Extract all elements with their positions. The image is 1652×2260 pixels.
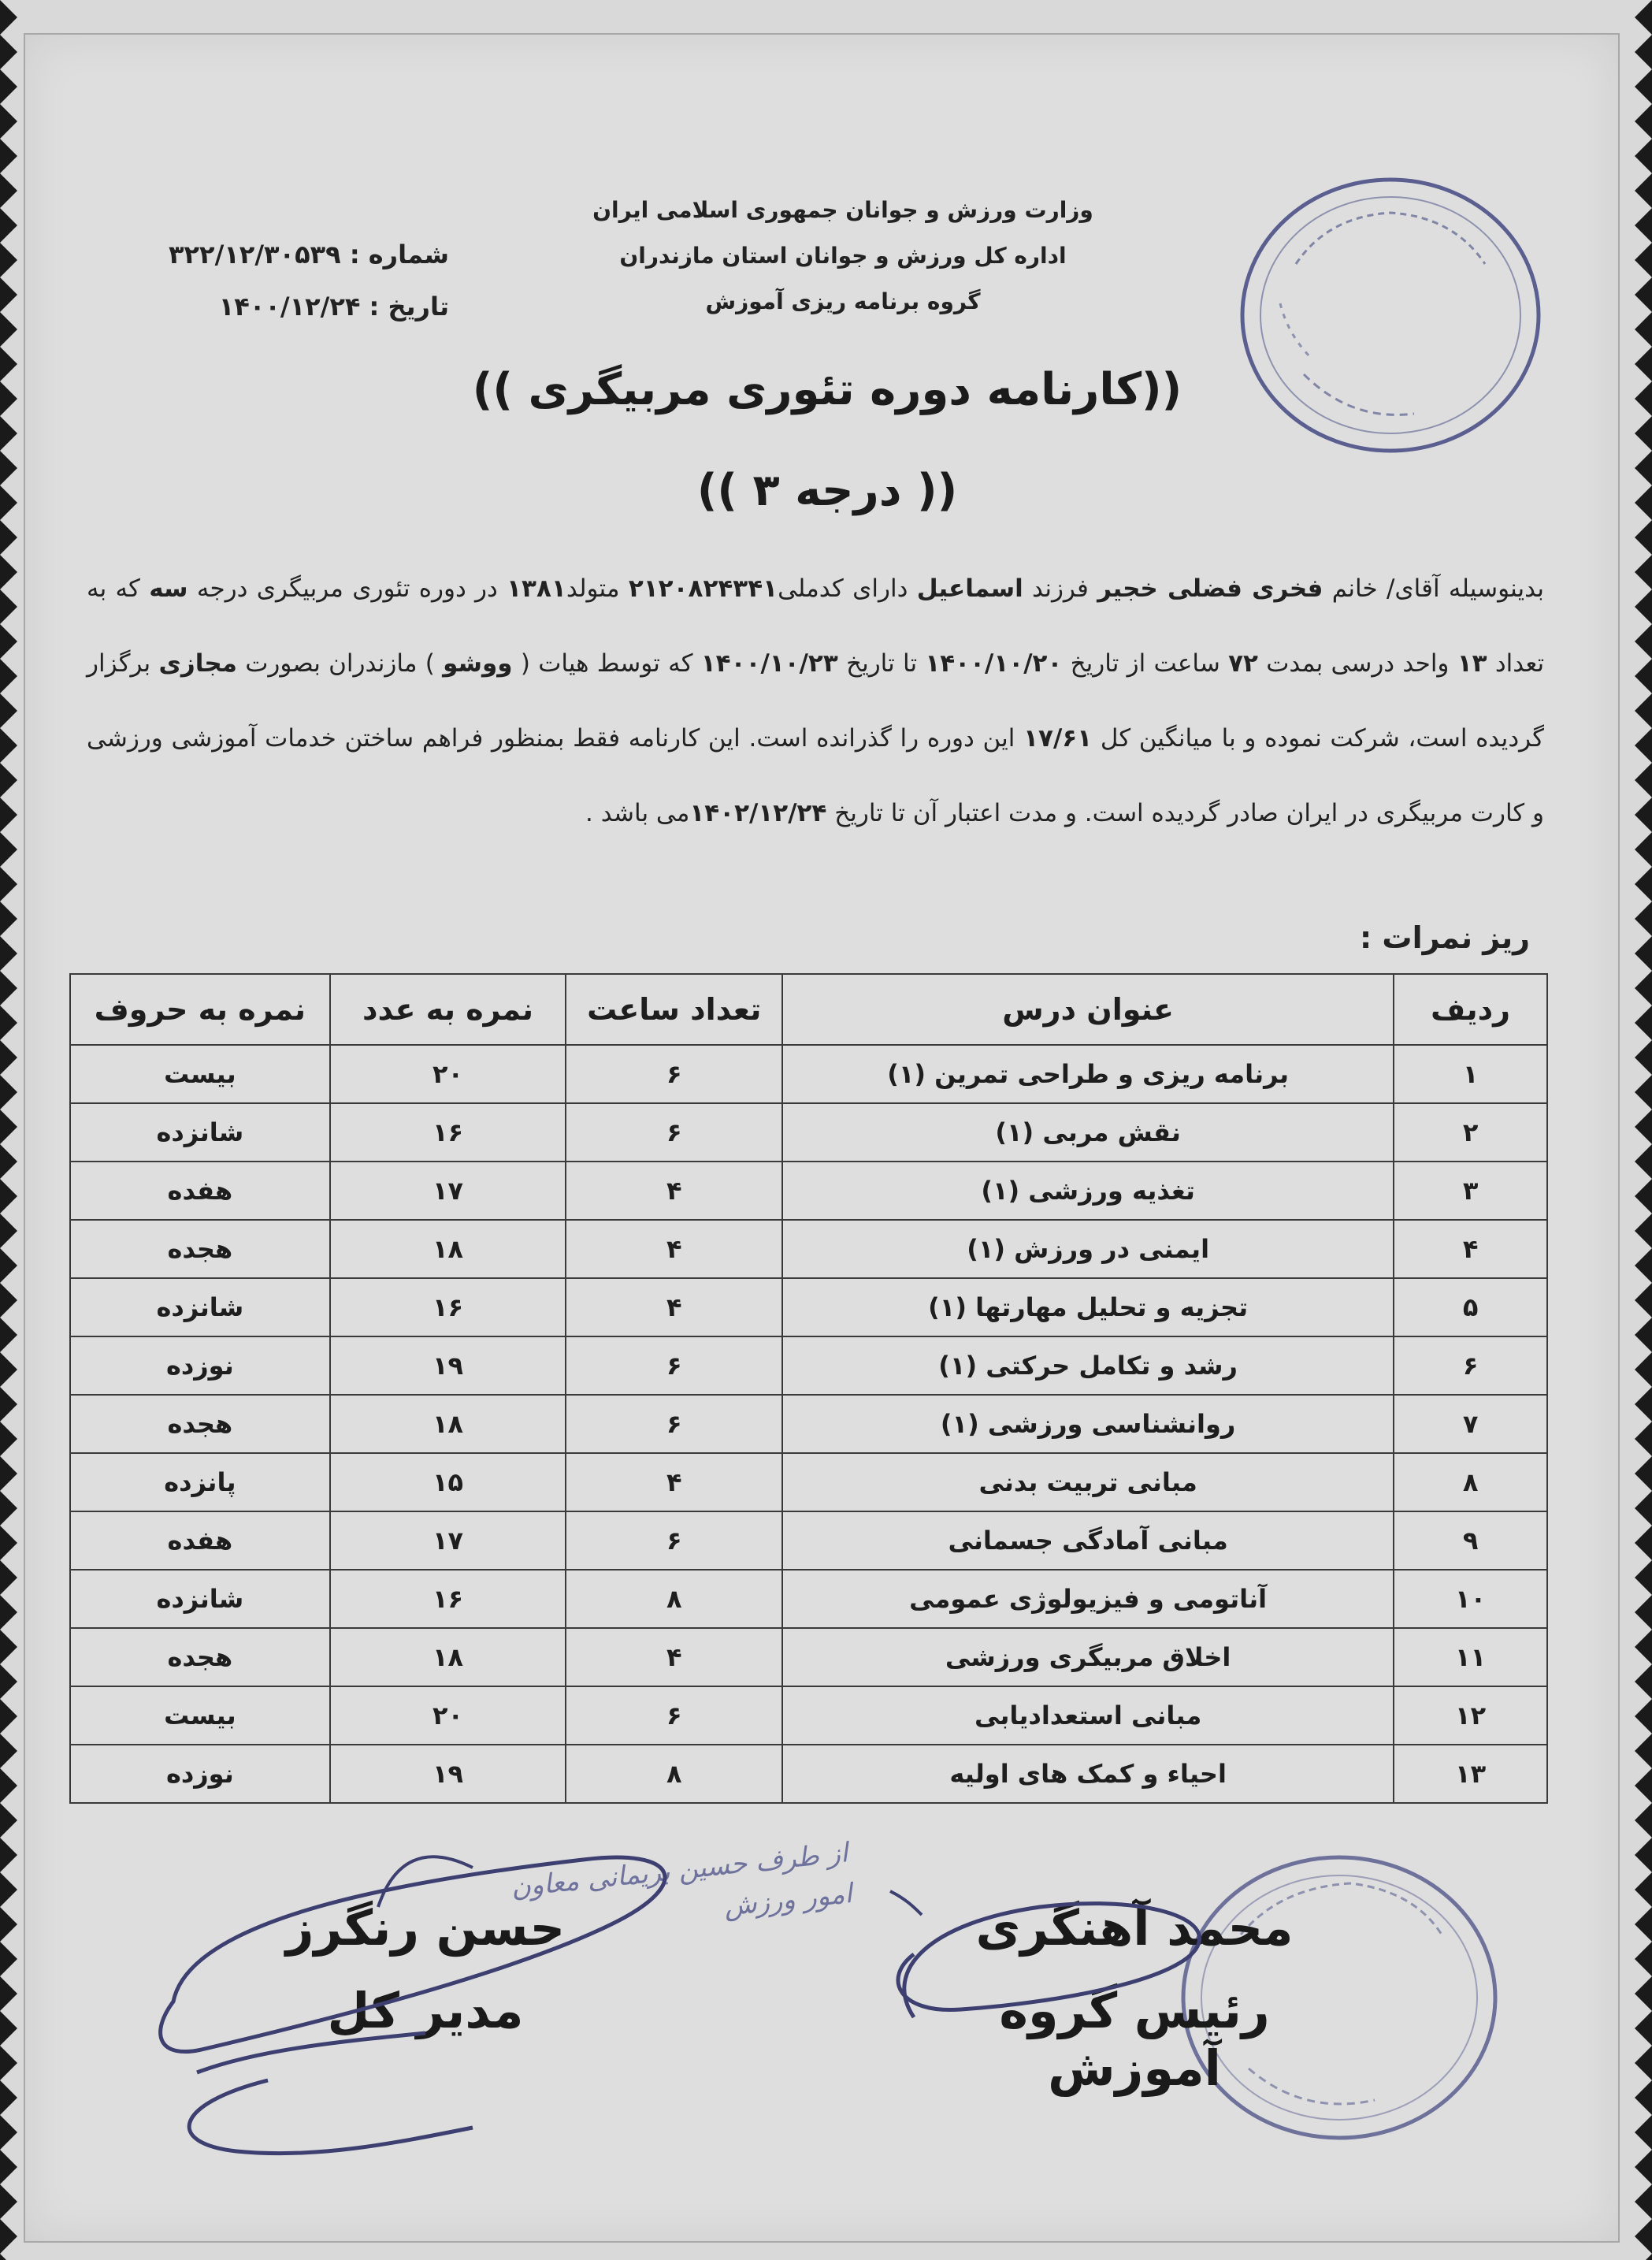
row-number: ۱۱ <box>1394 1628 1547 1686</box>
row-number: ۱ <box>1394 1045 1547 1103</box>
score-number: ۱۶ <box>330 1278 566 1336</box>
handwritten-note: از طرف حسین بریمانی معاون امور ورزش <box>509 1837 854 1923</box>
course-title: اخلاق مربیگری ورزشی <box>782 1628 1394 1686</box>
issuer-header <box>567 188 1119 325</box>
ministry-line: وزارت ورزش و جوانان جمهوری اسلامی ایران <box>592 197 1093 223</box>
table-row <box>70 1686 1547 1745</box>
zigzag-border-right <box>1616 0 1652 2260</box>
overall-average: ۱۷/۶۱ <box>1023 724 1093 753</box>
signer-right-name: محمد آهنگری <box>975 1899 1294 1957</box>
hours-count: ۷۲ <box>1228 649 1258 678</box>
signer-right-title: رئیس گروه آموزش <box>999 1982 1270 2097</box>
date-value: ۱۴۰۰/۱۲/۲۴ <box>218 292 361 322</box>
birth-year: ۱۳۸۱ <box>507 574 566 603</box>
course-hours: ۴ <box>566 1453 782 1511</box>
score-number: ۱۸ <box>330 1395 566 1453</box>
score-number: ۱۷ <box>330 1162 566 1220</box>
body-text: در دوره تئوری مربیگری درجه <box>196 574 498 603</box>
row-number: ۸ <box>1394 1453 1547 1511</box>
letter-date <box>118 281 449 333</box>
grades-table-body <box>70 1045 1547 1803</box>
course-title: تغذیه ورزشی (۱) <box>782 1162 1394 1220</box>
table-row <box>70 1511 1547 1570</box>
course-hours: ۸ <box>566 1745 782 1803</box>
course-hours: ۶ <box>566 1103 782 1162</box>
letter-reference <box>118 229 449 333</box>
course-hours: ۸ <box>566 1570 782 1628</box>
score-words: هفده <box>70 1162 330 1220</box>
score-words: نوزده <box>70 1336 330 1395</box>
table-row <box>70 1045 1547 1103</box>
course-hours: ۴ <box>566 1162 782 1220</box>
row-number: ۲ <box>1394 1103 1547 1162</box>
table-header-row <box>70 974 1547 1045</box>
body-text: تا تاریخ <box>846 649 918 678</box>
table-row <box>70 1453 1547 1511</box>
score-words: شانزده <box>70 1278 330 1336</box>
score-number: ۱۹ <box>330 1336 566 1395</box>
header-score-number: نمره به عدد <box>330 974 566 1045</box>
office-line: اداره کل ورزش و جوانان استان مازندران <box>619 243 1067 269</box>
course-hours: ۴ <box>566 1220 782 1278</box>
row-number: ۹ <box>1394 1511 1547 1570</box>
certificate-title: ((کارنامه دوره تئوری مربیگری )) <box>472 364 1182 415</box>
valid-until: ۱۴۰۲/۱۲/۲۴ <box>689 799 827 827</box>
score-number: ۱۹ <box>330 1745 566 1803</box>
row-number: ۳ <box>1394 1162 1547 1220</box>
grades-label: ریز نمرات : <box>1359 920 1530 955</box>
score-number: ۱۶ <box>330 1103 566 1162</box>
department-line: گروه برنامه ریزی آموزش <box>705 288 981 314</box>
course-title: احیاء و کمک های اولیه <box>782 1745 1394 1803</box>
sport-name: ووشو <box>443 649 513 678</box>
number-label: شماره : <box>349 240 449 269</box>
course-hours: ۶ <box>566 1045 782 1103</box>
score-words: نوزده <box>70 1745 330 1803</box>
number-value: ۳۲۲/۱۲/۳۰۵۳۹ <box>168 240 341 269</box>
body-text: فرزند <box>1032 574 1089 603</box>
course-title: برنامه ریزی و طراحی تمرین (۱) <box>782 1045 1394 1103</box>
table-row <box>70 1745 1547 1803</box>
body-text: این دوره را گذرانده است. این کارنامه فقط بمنظور فراهم ساختن خدمات آموزشی ورزشی و کارت مربیگری در ایران صادر گردیده است. و مدت اعتبار آن تا تاریخ <box>87 724 1544 827</box>
course-hours: ۴ <box>566 1628 782 1686</box>
body-text: ساعت از تاریخ <box>1070 649 1220 678</box>
course-title: تجزیه و تحلیل مهارتها (۱) <box>782 1278 1394 1336</box>
body-text: بدینوسیله آقای/ خانم <box>1331 574 1544 603</box>
body-text: می باشد . <box>585 799 690 827</box>
table-row <box>70 1336 1547 1395</box>
body-text: دارای کدملی <box>778 574 908 603</box>
course-title: آناتومی و فیزیولوژی عمومی <box>782 1570 1394 1628</box>
table-row <box>70 1103 1547 1162</box>
score-number: ۱۷ <box>330 1511 566 1570</box>
score-words: بیست <box>70 1045 330 1103</box>
body-text: که توسط هیات ( <box>520 649 693 678</box>
header-row-number: ردیف <box>1394 974 1547 1045</box>
header-course-title: عنوان درس <box>782 974 1394 1045</box>
course-hours: ۶ <box>566 1336 782 1395</box>
score-number: ۲۰ <box>330 1045 566 1103</box>
course-hours: ۶ <box>566 1686 782 1745</box>
score-number: ۲۰ <box>330 1686 566 1745</box>
table-row <box>70 1570 1547 1628</box>
table-row <box>70 1220 1547 1278</box>
course-title: روانشناسی ورزشی (۱) <box>782 1395 1394 1453</box>
course-hours: ۶ <box>566 1511 782 1570</box>
header-score-words: نمره به حروف <box>70 974 330 1045</box>
score-words: شانزده <box>70 1570 330 1628</box>
course-title: رشد و تکامل حرکتی (۱) <box>782 1336 1394 1395</box>
score-number: ۱۸ <box>330 1220 566 1278</box>
row-number: ۵ <box>1394 1278 1547 1336</box>
certificate-body <box>87 552 1544 851</box>
trainee-name: فخری فضلی خجیر <box>1097 574 1323 603</box>
row-number: ۱۰ <box>1394 1570 1547 1628</box>
row-number: ۶ <box>1394 1336 1547 1395</box>
row-number: ۴ <box>1394 1220 1547 1278</box>
score-words: شانزده <box>70 1103 330 1162</box>
father-name: اسماعیل <box>916 574 1023 603</box>
score-words: هجده <box>70 1220 330 1278</box>
grades-table <box>69 973 1548 1804</box>
body-text: متولد <box>566 574 620 603</box>
table-row <box>70 1395 1547 1453</box>
course-mode: مجازی <box>158 649 237 678</box>
score-words: هجده <box>70 1395 330 1453</box>
score-number: ۱۵ <box>330 1453 566 1511</box>
national-id: ۲۱۲۰۸۲۴۳۴۱ <box>628 574 778 603</box>
units-count: ۱۳ <box>1457 649 1487 678</box>
grade-word: سه <box>149 574 188 603</box>
score-number: ۱۶ <box>330 1570 566 1628</box>
signer-left-name: حسن رنگرز <box>285 1899 566 1957</box>
body-text: ) مازندران <box>329 649 435 678</box>
body-text: برگزار گردیده است، شرکت نموده و با میانگین کل <box>87 649 1544 753</box>
from-date: ۱۴۰۰/۱۰/۲۰ <box>925 649 1063 678</box>
score-words: هجده <box>70 1628 330 1686</box>
row-number: ۱۳ <box>1394 1745 1547 1803</box>
body-text: که به تعداد <box>87 574 1545 678</box>
course-title: مبانی آمادگی جسمانی <box>782 1511 1394 1570</box>
course-title: نقش مربی (۱) <box>782 1103 1394 1162</box>
header-hours: تعداد ساعت <box>566 974 782 1045</box>
score-words: بیست <box>70 1686 330 1745</box>
body-text: واحد درسی بمدت <box>1266 649 1450 678</box>
course-hours: ۶ <box>566 1395 782 1453</box>
signer-left-title: مدیر کل <box>327 1982 524 2039</box>
score-number: ۱۸ <box>330 1628 566 1686</box>
table-row <box>70 1628 1547 1686</box>
table-row <box>70 1162 1547 1220</box>
letter-number <box>118 229 449 281</box>
to-date: ۱۴۰۰/۱۰/۲۳ <box>700 649 838 678</box>
certificate-grade: (( درجه ۳ )) <box>696 465 958 516</box>
score-words: هفده <box>70 1511 330 1570</box>
row-number: ۱۲ <box>1394 1686 1547 1745</box>
course-hours: ۴ <box>566 1278 782 1336</box>
date-label: تاریخ : <box>369 292 449 322</box>
score-words: پانزده <box>70 1453 330 1511</box>
course-title: ایمنی در ورزش (۱) <box>782 1220 1394 1278</box>
body-text: بصورت <box>245 649 321 678</box>
course-title: مبانی تربیت بدنی <box>782 1453 1394 1511</box>
row-number: ۷ <box>1394 1395 1547 1453</box>
official-stamp-top <box>1233 169 1548 461</box>
table-row <box>70 1278 1547 1336</box>
course-title: مبانی استعدادیابی <box>782 1686 1394 1745</box>
